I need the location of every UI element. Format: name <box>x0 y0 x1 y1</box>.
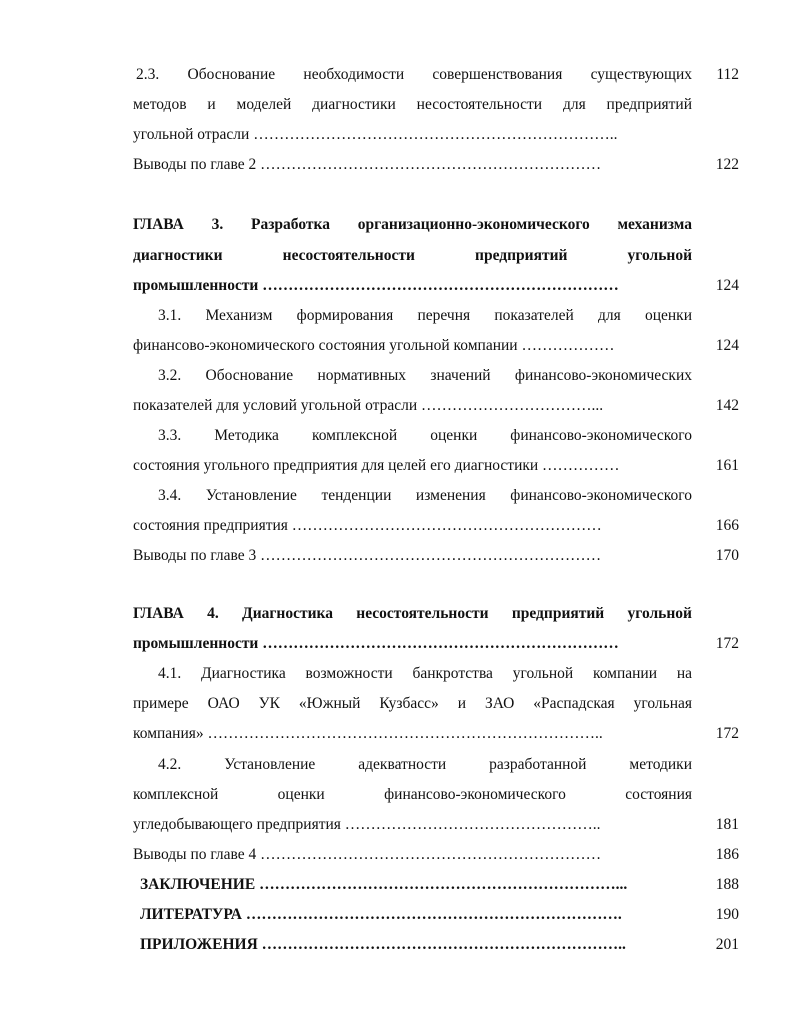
toc-entry-4-1-line3: компания» ………………………………………………………………….. <box>133 725 603 742</box>
toc-entry-conclusion-page: 188 <box>715 876 739 893</box>
toc-entry-literature-text: ЛИТЕРАТУРА ………………………………………………………………. <box>140 906 622 923</box>
toc-entry-3-3-line1: 3.3. Методика комплексной оценки финансово-экономического <box>158 427 692 444</box>
toc-entry-3-1-line1: 3.1. Механизм формирования перечня показателей для оценки <box>158 307 692 324</box>
toc-entry-4-1-line1: 4.1. Диагностика возможности банкротства угольной компании на <box>158 665 692 682</box>
toc-entry-chapter-4-page: 172 <box>715 635 739 652</box>
toc-entry-4-2-page: 181 <box>715 816 739 833</box>
toc-entry-conclusions-3-text: Выводы по главе 3 ………………………………………………………… <box>133 547 602 564</box>
toc-entry-chapter-3-page: 124 <box>715 277 739 294</box>
toc-entry-conclusions-4-text: Выводы по главе 4 ………………………………………………………… <box>133 846 602 863</box>
toc-entry-4-2-line1: 4.2. Установление адекватности разработанной методики <box>158 756 692 773</box>
toc-entry-3-2-line2: показателей для условий угольной отрасли ……………………………... <box>133 397 604 414</box>
toc-entry-4-2-line3: угледобывающего предприятия ………………………………………….. <box>133 816 601 833</box>
toc-entry-3-2-line1: 3.2. Обоснование нормативных значений финансово-экономических <box>158 367 692 384</box>
toc-entry-chapter-3-line3: промышленности …………………………………………………………… <box>133 277 619 294</box>
toc-entry-conclusion-text: ЗАКЛЮЧЕНИЕ ……………………………………………………………... <box>140 876 628 893</box>
toc-entry-4-1-line2: примере ОАО УК «Южный Кузбасс» и ЗАО «Распадская угольная <box>133 695 692 712</box>
toc-entry-conclusions-2-text: Выводы по главе 2 ………………………………………………………… <box>133 156 602 173</box>
toc-entry-3-1-line2: финансово-экономического состояния угольной компании ……………… <box>133 337 615 354</box>
toc-entry-conclusions-4-page: 186 <box>715 846 739 863</box>
toc-entry-3-3-line2: состояния угольного предприятия для целей его диагностики …………… <box>133 457 620 474</box>
toc-entry-2-3-line1: 2.3. Обоснование необходимости совершенствования существующих <box>136 66 692 83</box>
toc-entry-chapter-4-line2: промышленности …………………………………………………………… <box>133 635 619 652</box>
toc-entry-appendices-page: 201 <box>715 936 739 953</box>
toc-entry-3-3-page: 161 <box>715 457 739 474</box>
toc-entry-chapter-3-line1: ГЛАВА 3. Разработка организационно-экономического механизма <box>133 216 692 233</box>
toc-entry-3-4-page: 166 <box>715 517 739 534</box>
toc-entry-2-3-line2: методов и моделей диагностики несостоятельности для предприятий <box>133 96 692 113</box>
toc-entry-appendices-text: ПРИЛОЖЕНИЯ …………………………………………………………….. <box>140 936 626 953</box>
toc-entry-conclusions-2-page: 122 <box>715 156 739 173</box>
toc-entry-3-4-line2: состояния предприятия …………………………………………………… <box>133 517 602 534</box>
toc-entry-3-2-page: 142 <box>715 397 739 414</box>
toc-entry-3-1-page: 124 <box>715 337 739 354</box>
toc-entry-literature-page: 190 <box>715 906 739 923</box>
toc-entry-4-2-line2: комплексной оценки финансово-экономического состояния <box>133 786 692 803</box>
toc-entry-2-3-page: 112 <box>716 66 739 83</box>
toc-entry-4-1-page: 172 <box>715 725 739 742</box>
toc-entry-conclusions-3-page: 170 <box>715 547 739 564</box>
toc-entry-chapter-4-line1: ГЛАВА 4. Диагностика несостоятельности предприятий угольной <box>133 605 692 622</box>
toc-entry-chapter-3-line2: диагностики несостоятельности предприятий угольной <box>133 247 692 264</box>
toc-entry-2-3-line3: угольной отрасли …………………………………………………………….. <box>133 126 618 143</box>
toc-entry-3-4-line1: 3.4. Установление тенденции изменения финансово-экономического <box>158 487 692 504</box>
